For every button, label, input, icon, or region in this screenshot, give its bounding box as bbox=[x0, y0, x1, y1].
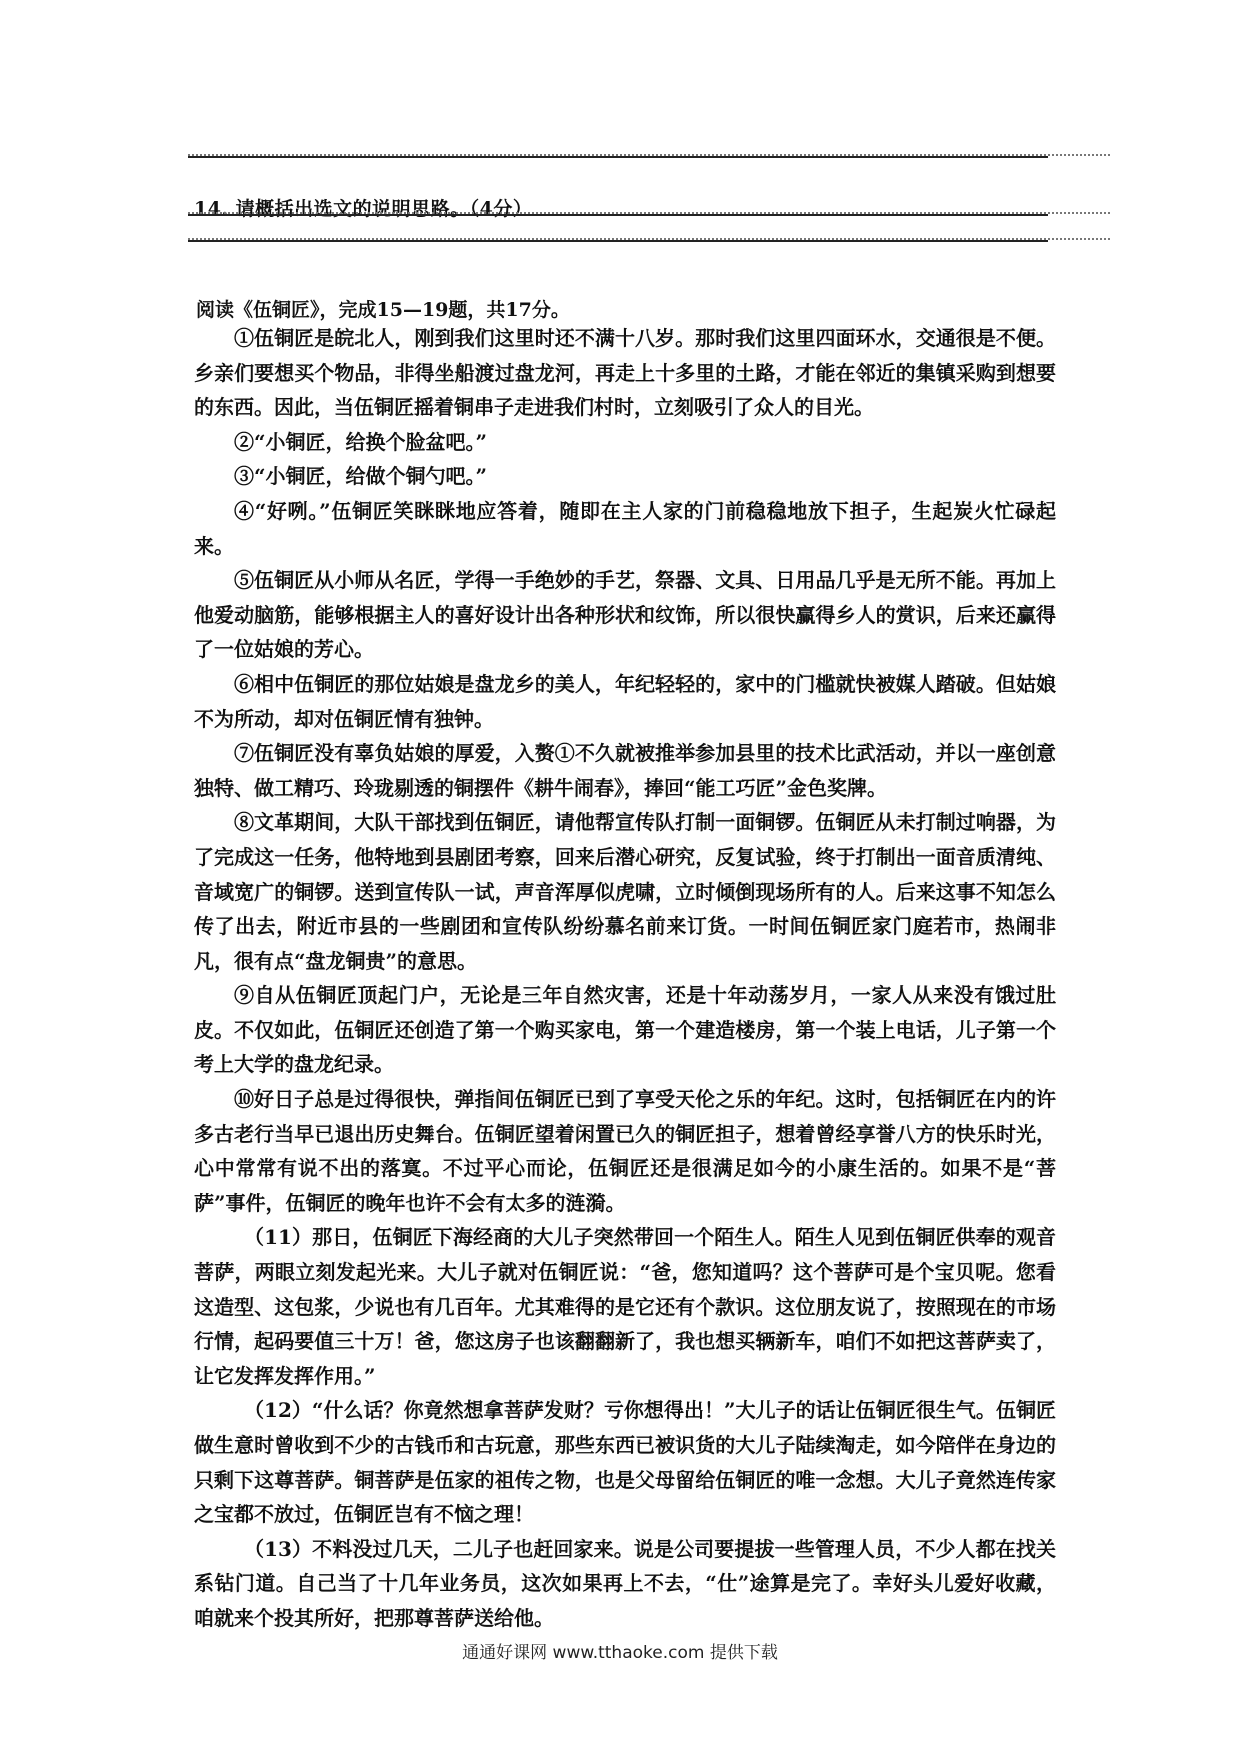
answer-line bbox=[188, 214, 1048, 216]
paragraph-10: ⑩好日子总是过得很快，弹指间伍铜匠已到了享受天伦之乐的年纪。这时，包括铜匠在内的许多古老行当早已退出历史舞台。伍铜匠望着闲置已久的铜匠担子，想着曾经享誉八方的快乐时光，心中常常有说不出的落寞。不过平心而论，伍铜匠还是很满足如今的小康生活的。如果不是“菩萨”事件，伍铜匠的晚年也许不会有太多的涟漪。 bbox=[194, 1087, 1056, 1215]
paragraph-11: （11）那日，伍铜匠下海经商的大儿子突然带回一个陌生人。陌生人见到伍铜匠供奉的观音菩萨，两眼立刻发起光来。大儿子就对伍铜匠说：“爸，您知道吗？这个菩萨可是个宝贝呢。您看这造型、这包浆，少说也有几百年。尤其难得的是它还有个款识。这位朋友说了，按照现在的市场行情，起码要值三十万！爸，您这房子也该翻翻新了，我也想买辆新车，咱们不如把这菩萨卖了，让它发挥发挥作用。” bbox=[194, 1225, 1056, 1388]
paragraph-12: （12）“什么话？你竟然想拿菩萨发财？亏你想得出！”大儿子的话让伍铜匠很生气。伍铜匠做生意时曾收到不少的古钱币和古玩意，那些东西已被识货的大儿子陆续淘走，如今陪伴在身边的只剩下这尊菩萨。铜菩萨是伍家的祖传之物，也是父母留给伍铜匠的唯一念想。大儿子竟然连传家之宝都不放过，伍铜匠岂有不恼之理！ bbox=[194, 1398, 1056, 1527]
paragraph-2: ②“小铜匠，给换个脸盆吧。” bbox=[234, 429, 488, 454]
paragraph-5: ⑤伍铜匠从小师从名匠，学得一手绝妙的手艺，祭器、文具、日用品几乎是无所不能。再加上他爱动脑筋，能够根据主人的喜好设计出各种形状和纹饰，所以很快赢得乡人的赏识，后来还赢得了一位姑娘的芳心。 bbox=[194, 568, 1056, 662]
paragraph-4: ④“好咧。”伍铜匠笑眯眯地应答着，随即在主人家的门前稳稳地放下担子，生起炭火忙碌起来。 bbox=[194, 498, 1056, 558]
reading-article bbox=[194, 321, 1056, 1636]
answer-line bbox=[188, 240, 1048, 242]
paragraph-9: ⑨自从伍铜匠顶起门户，无论是三年自然灾害，还是十年动荡岁月，一家人从来没有饿过肚皮。不仅如此，伍铜匠还创造了第一个购买家电，第一个建造楼房，第一个装上电话，儿子第一个考上大学的盘龙纪录。 bbox=[194, 983, 1056, 1077]
paragraph-8: ⑧文革期间，大队干部找到伍铜匠，请他帮宣传队打制一面铜锣。伍铜匠从未打制过响器，为了完成这一任务，他特地到县剧团考察，回来后潜心研究，反复试验，终于打制出一面音质清纯、音域宽广的铜锣。送到宣传队一试，声音浑厚似虎啸，立时倾倒现场所有的人。后来这事不知怎么传了出去，附近市县的一些剧团和宣传队纷纷慕名前来订货。一时间伍铜匠家门庭若市，热闹非凡，很有点“盘龙铜贵”的意思。 bbox=[194, 810, 1056, 973]
paragraph-6: ⑥相中伍铜匠的那位姑娘是盘龙乡的美人，年纪轻轻的，家中的门槛就快被媒人踏破。但姑娘不为所动，却对伍铜匠情有独钟。 bbox=[194, 671, 1056, 731]
paragraph-7: ⑦伍铜匠没有辜负姑娘的厚爱，入赘①不久就被推举参加县里的技术比武活动，并以一座创意独特、做工精巧、玲珑剔透的铜摆件《耕牛闹春》，捧回“能工巧匠”金色奖牌。 bbox=[194, 741, 1056, 800]
paragraph-13: （13）不料没过几天，二儿子也赶回家来。说是公司要提拔一些管理人员，不少人都在找关系钻门道。自己当了十几年业务员，这次如果再上不去，“仕”途算是完了。幸好头儿爱好收藏，咱就来个投其所好，把那尊菩萨送给他。 bbox=[194, 1536, 1056, 1630]
answer-line bbox=[188, 156, 1048, 158]
paragraph-1: ①伍铜匠是皖北人，刚到我们这里时还不满十八岁。那时我们这里四面环水，交通很是不便。乡亲们要想买个物品，非得坐船渡过盘龙河，再走上十多里的土路，才能在邻近的集镇采购到想要的东西。因此，当伍铜匠摇着铜串子走进我们村时，立刻吸引了众人的目光。 bbox=[194, 326, 1056, 420]
page-footer: 通通好课网 www.tthaoke.com 提供下载 bbox=[462, 1643, 778, 1663]
paragraph-3: ③“小铜匠，给做个铜勺吧。” bbox=[234, 464, 488, 489]
reading-intro: 阅读《伍铜匠》，完成15—19题，共17分。 bbox=[196, 299, 570, 321]
question-14: 14. 请概括出选文的说明思路。（4分） bbox=[194, 198, 533, 220]
